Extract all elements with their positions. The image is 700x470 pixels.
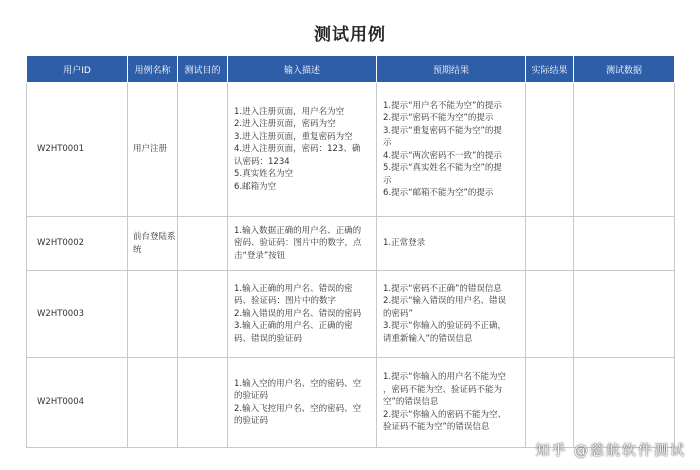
cell-actual xyxy=(526,271,574,358)
expected-line: 1.提示“你输入的用户名不能为空 xyxy=(383,372,507,383)
cell-input xyxy=(228,217,377,271)
input-line: 3.输入正确的用户名、正确的密 xyxy=(234,321,353,332)
cell-user-id: W2HT0004 xyxy=(27,358,128,448)
cell-input xyxy=(228,358,377,448)
cell-case-name: 前台登陆系统 xyxy=(128,217,178,271)
expected-line: 的密码” xyxy=(383,308,413,319)
cell-purpose xyxy=(178,83,228,217)
cell-expected xyxy=(377,217,526,271)
input-line: 2.输入错误的用户名、错误的密码 xyxy=(234,308,362,319)
input-line: 密码、验证码：图片中的数字，点 xyxy=(234,238,362,249)
input-line: 1.进入注册页面，用户名为空 xyxy=(234,106,345,117)
input-line: 2.输入飞控用户名、空的密码、空 xyxy=(234,403,362,414)
table-row xyxy=(27,271,675,358)
input-line: 的验证码 xyxy=(234,391,269,401)
cell-actual xyxy=(526,217,574,271)
expected-line: 1.提示“密码不正确”的错误信息 xyxy=(383,283,502,294)
table-header-row xyxy=(27,56,675,83)
expected-line: 验证码不能为空”的错误信息 xyxy=(383,422,490,433)
input-line: 1.输入数据正确的用户名、正确的 xyxy=(234,225,362,236)
expected-line: 3.提示“重复密码不能为空”的提 xyxy=(383,125,502,136)
table-row xyxy=(27,217,675,271)
cell-expected xyxy=(377,358,526,448)
column-header-expected: 预期结果 xyxy=(377,56,526,83)
input-line: 3.进入注册页面，重复密码为空 xyxy=(234,131,353,142)
cell-user-id: W2HT0001 xyxy=(27,83,128,217)
cell-input xyxy=(228,83,377,217)
input-line: 认密码：1234 xyxy=(234,156,290,167)
cell-expected xyxy=(377,83,526,217)
expected-line: 1.正常登录 xyxy=(383,238,426,249)
input-line: 2.进入注册页面，密码为空 xyxy=(234,119,336,130)
cell-case-name xyxy=(128,271,178,358)
cell-user-id: W2HT0002 xyxy=(27,217,128,271)
column-header-input: 输入描述 xyxy=(228,56,377,83)
input-line: 码、错误的验证码 xyxy=(234,333,303,344)
expected-line: 5.提示“真实姓名不能为空”的提 xyxy=(383,163,502,173)
cell-purpose xyxy=(178,217,228,271)
cell-case-name xyxy=(128,358,178,448)
column-header-purpose: 测试目的 xyxy=(178,56,228,83)
input-line: 1.输入空的用户名、空的密码、空 xyxy=(234,378,362,389)
cell-test-data xyxy=(574,358,675,448)
input-line: 4.进入注册页面，密码：123、确 xyxy=(234,144,361,155)
input-line: 6.邮箱为空 xyxy=(234,181,277,192)
cell-test-data xyxy=(574,217,675,271)
column-header-actual: 实际结果 xyxy=(526,56,574,83)
table-row xyxy=(27,83,675,217)
cell-expected xyxy=(377,271,526,358)
input-line: 5.真实姓名为空 xyxy=(234,169,294,180)
expected-line: 2.提示“密码不能为空”的提示 xyxy=(383,113,494,123)
expected-line: 空”的错误信息 xyxy=(383,397,439,408)
input-line: 的验证码 xyxy=(234,416,269,426)
expected-line: 1.提示“用户名不能为空”的提示 xyxy=(383,100,502,111)
cell-input xyxy=(228,271,377,358)
expected-line: 2.提示“你输入的密码不能为空、 xyxy=(383,409,507,420)
cell-case-name: 用户注册 xyxy=(128,83,178,217)
test-case-table xyxy=(26,55,675,448)
column-header-user-id: 用户ID xyxy=(27,56,128,83)
input-line: 1.输入正确的用户名、错误的密 xyxy=(234,283,353,294)
cell-purpose xyxy=(178,271,228,358)
column-header-test-data: 测试数据 xyxy=(574,56,675,83)
cell-test-data xyxy=(574,271,675,358)
input-line: 码、验证码：图片中的数字 xyxy=(234,296,337,307)
cell-purpose xyxy=(178,358,228,448)
expected-line: 2.提示“输入错误的用户名、错误 xyxy=(383,296,507,307)
expected-line: 示 xyxy=(383,138,392,148)
input-line: 击“登录”按钮 xyxy=(234,250,286,261)
cell-user-id: W2HT0003 xyxy=(27,271,128,358)
expected-line: 4.提示“两次密码不一致”的提示 xyxy=(383,150,502,161)
table-row xyxy=(27,358,675,448)
cell-test-data xyxy=(574,83,675,217)
watermark: 知乎 @慈航软件测试 xyxy=(535,443,686,459)
expected-line: 6.提示“邮箱不能为空”的提示 xyxy=(383,188,494,198)
cell-actual xyxy=(526,83,574,217)
expected-line: 示 xyxy=(383,175,392,186)
expected-line: 请重新输入”的错误信息 xyxy=(383,333,473,344)
page-title: 测试用例 xyxy=(314,25,386,45)
cell-actual xyxy=(526,358,574,448)
expected-line: ，密码不能为空、验证码不能为 xyxy=(383,384,503,395)
column-header-case-name: 用例名称 xyxy=(128,56,178,83)
expected-line: 3.提示“你输入的验证码不正确， xyxy=(383,321,507,332)
